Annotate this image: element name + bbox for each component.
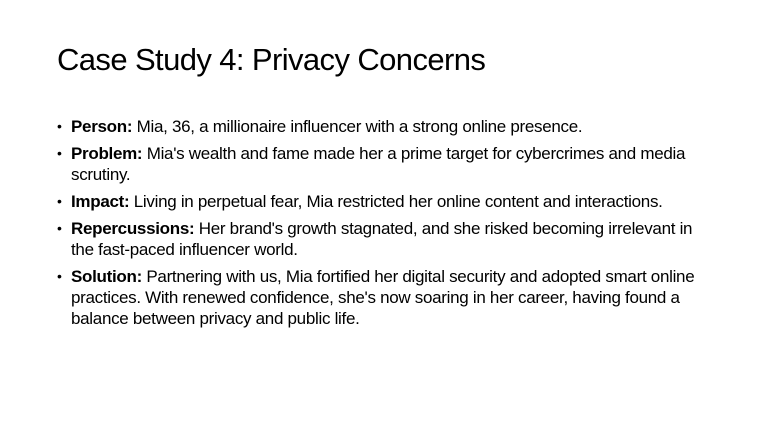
bullet-item-impact [57, 191, 707, 212]
bullet-dot-icon: • [57, 220, 62, 236]
bullet-dot-icon: • [57, 268, 62, 284]
bullet-label: Person: [71, 117, 133, 136]
bullet-text: Living in perpetual fear, Mia restricted her online content and interactions. [129, 192, 663, 211]
bullet-dot-icon: • [57, 118, 62, 134]
bullet-list [57, 116, 707, 335]
bullet-text: Her brand's growth stagnated, and she risked becoming irrelevant in the fast-paced influencer world. [71, 219, 693, 259]
slide-title: Case Study 4: Privacy Concerns [57, 42, 486, 77]
bullet-item-repercussions [57, 218, 707, 260]
bullet-label: Repercussions: [71, 219, 195, 238]
bullet-dot-icon: • [57, 145, 62, 161]
bullet-label: Solution: [71, 267, 142, 286]
bullet-dot-icon: • [57, 193, 62, 209]
bullet-text: Mia's wealth and fame made her a prime target for cybercrimes and media scrutiny. [71, 144, 686, 184]
bullet-text: Partnering with us, Mia fortified her digital security and adopted smart online practices. With renewed confidence, she's now soaring in her career, having found a balance between privacy and public life. [71, 267, 695, 328]
bullet-item-solution [57, 266, 707, 329]
bullet-item-problem [57, 143, 707, 185]
bullet-label: Problem: [71, 144, 143, 163]
bullet-text: Mia, 36, a millionaire influencer with a strong online presence. [132, 117, 583, 136]
bullet-item-person [57, 116, 707, 137]
bullet-label: Impact: [71, 192, 130, 211]
